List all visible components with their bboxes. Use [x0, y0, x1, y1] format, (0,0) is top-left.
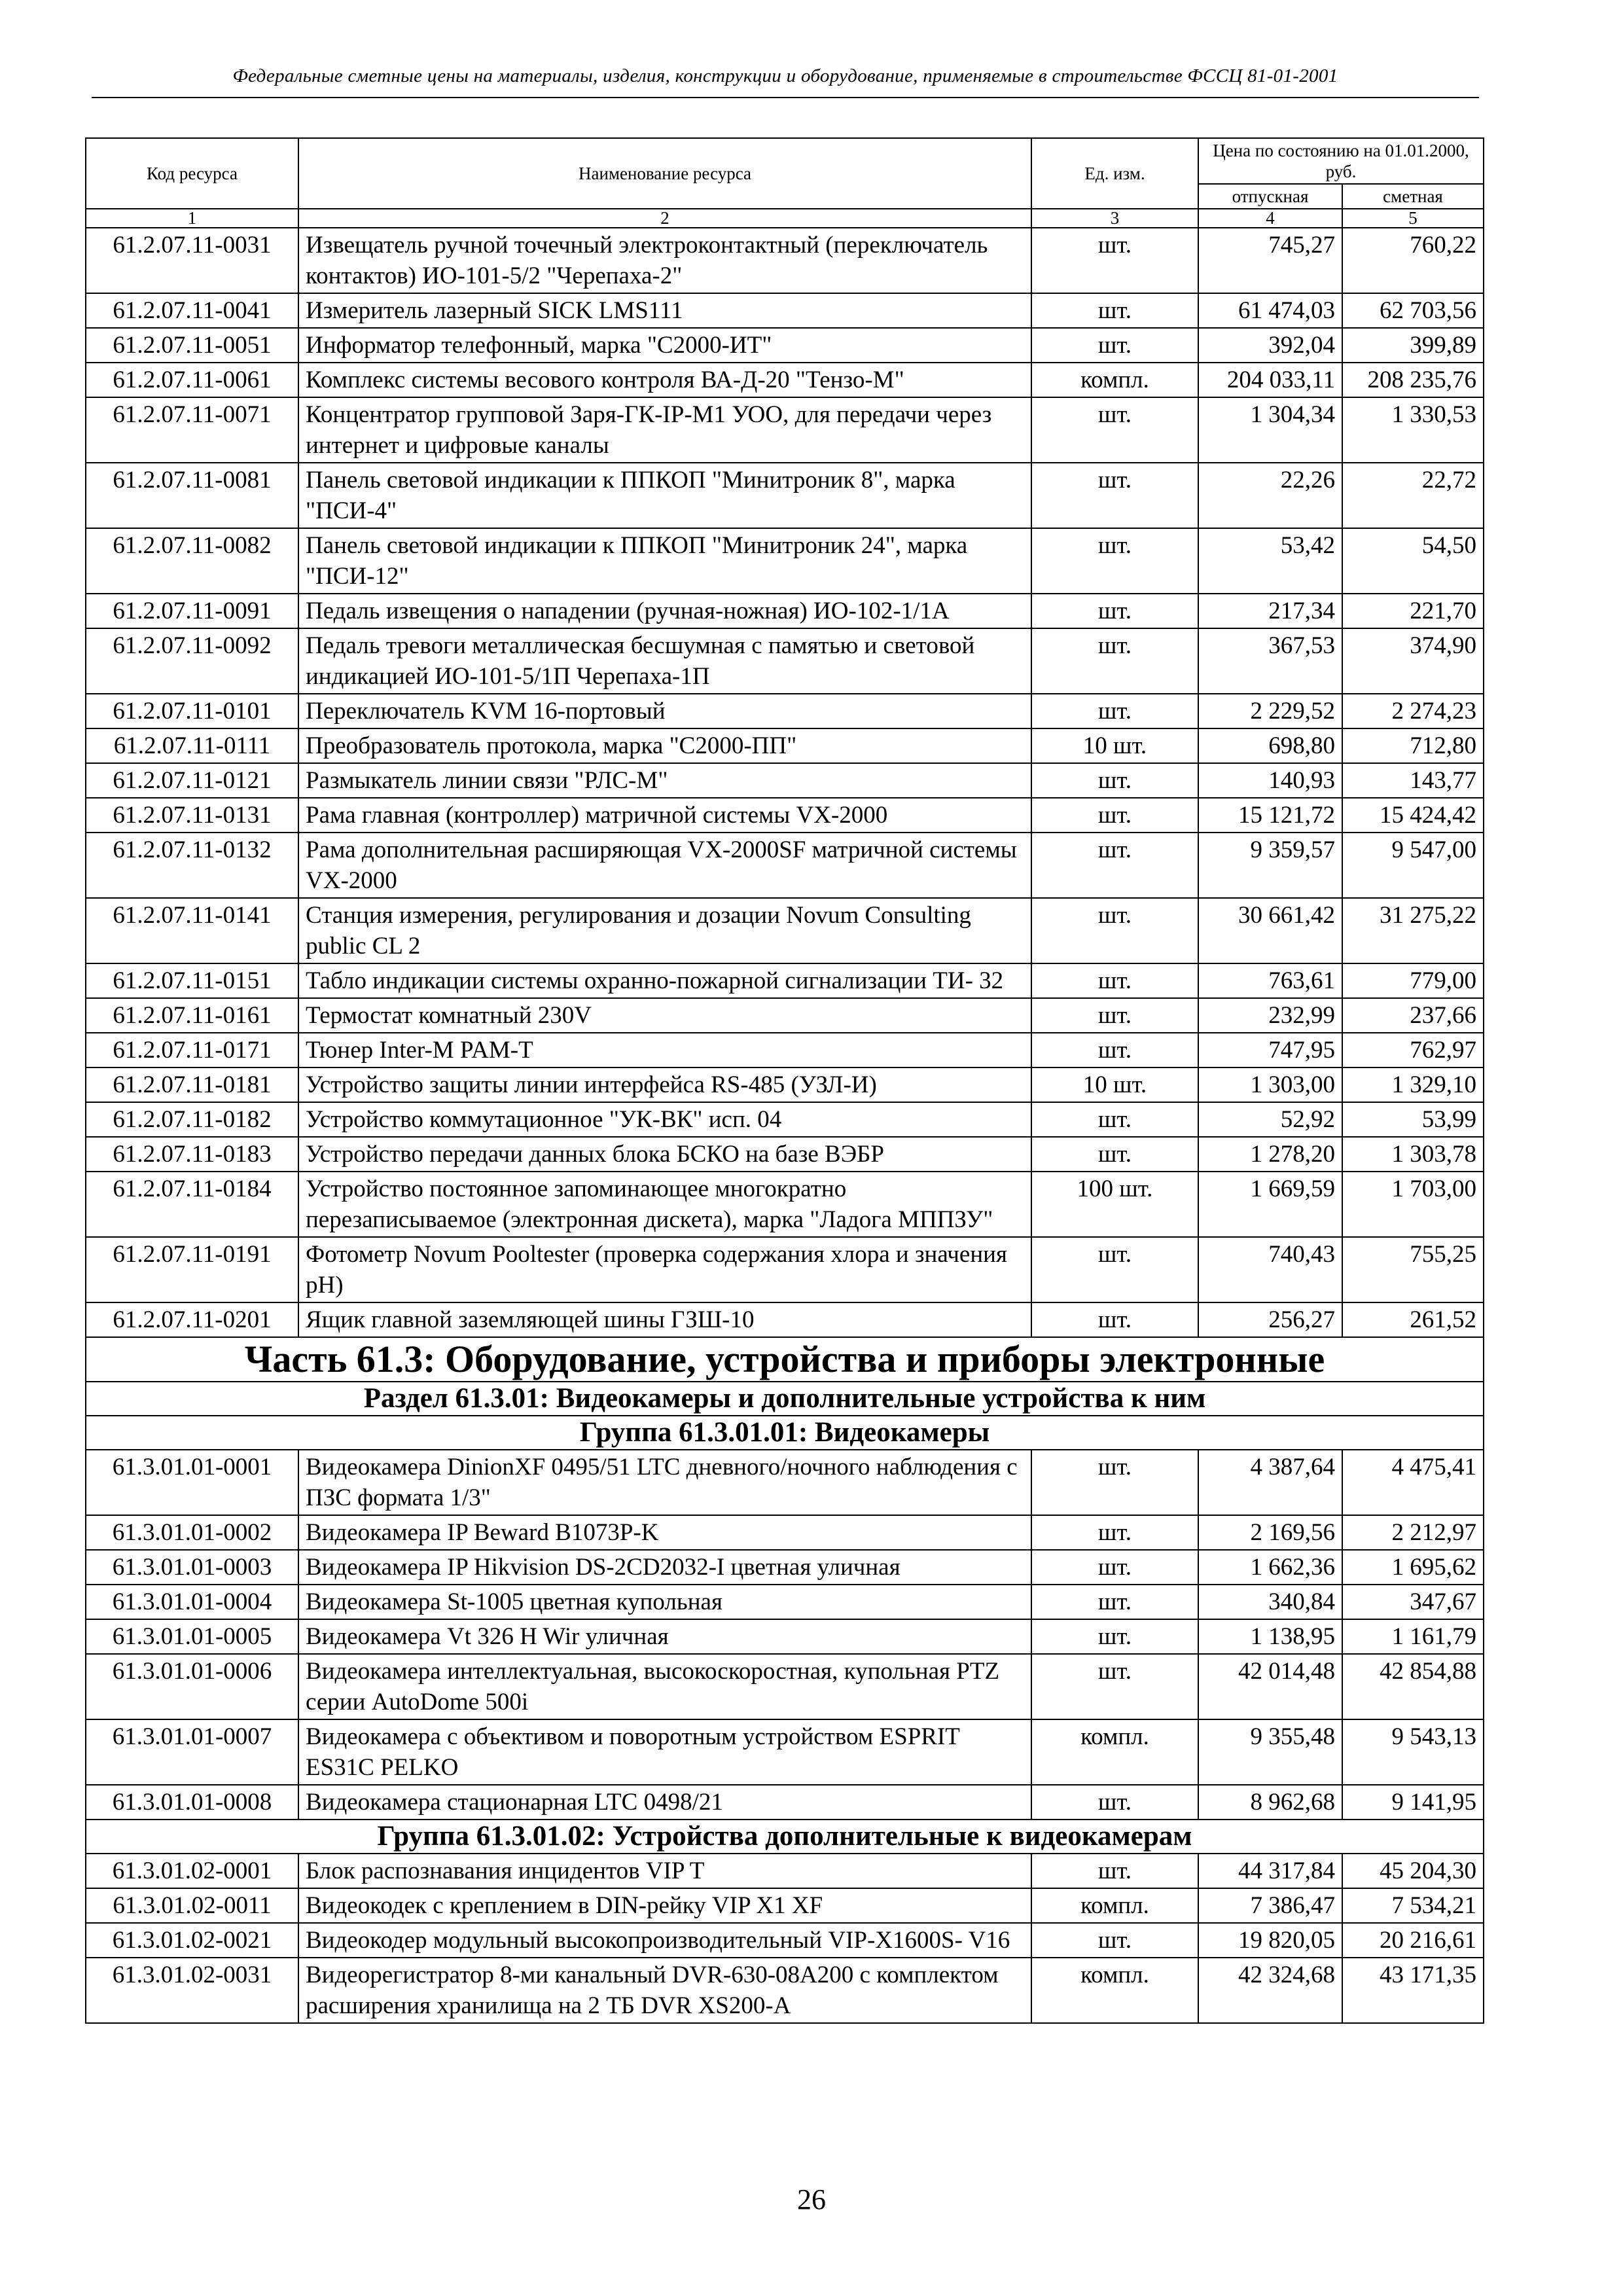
- table-row: [86, 1450, 1484, 1515]
- table-row: [86, 328, 1484, 363]
- resource-code: 61.2.07.11-0051: [86, 328, 298, 363]
- resource-unit: шт.: [1031, 463, 1198, 528]
- resource-unit: компл.: [1031, 363, 1198, 397]
- resource-code: 61.3.01.02-0011: [86, 1888, 298, 1923]
- resource-code: 61.2.07.11-0132: [86, 833, 298, 898]
- table-row: [86, 463, 1484, 528]
- resource-name: Видеорегистратор 8-ми канальный DVR-630-08A200 с комплектом расширения хранилища на 2 ТБ DVR XS200-A: [298, 1958, 1031, 2023]
- estimate-price: 143,77: [1342, 763, 1484, 798]
- resource-unit: шт.: [1031, 798, 1198, 833]
- resource-unit: компл.: [1031, 1719, 1198, 1785]
- resource-name: Станция измерения, регулирования и дозации Novum Consulting public CL 2: [298, 898, 1031, 963]
- release-price: 44 317,84: [1198, 1854, 1342, 1888]
- resource-unit: шт.: [1031, 1515, 1198, 1550]
- resource-name: Видеокодек с креплением в DIN-рейку VIP X1 XF: [298, 1888, 1031, 1923]
- page-header-title: Федеральные сметные цены на материалы, изделия, конструкции и оборудование, применяемые в строительстве ФССЦ 81-01-2001: [232, 65, 1338, 86]
- release-price: 256,27: [1198, 1302, 1342, 1337]
- release-price: 53,42: [1198, 528, 1342, 594]
- resource-unit: шт.: [1031, 1854, 1198, 1888]
- release-price: 30 661,42: [1198, 898, 1342, 963]
- group-heading: Группа 61.3.01.02: Устройства дополнительные к видеокамерам: [86, 1820, 1484, 1854]
- resource-code: 61.2.07.11-0082: [86, 528, 298, 594]
- estimate-price: 2 212,97: [1342, 1515, 1484, 1550]
- estimate-price: 42 854,88: [1342, 1654, 1484, 1719]
- estimate-price: 31 275,22: [1342, 898, 1484, 963]
- resource-unit: 10 шт.: [1031, 1067, 1198, 1102]
- resource-unit: шт.: [1031, 1237, 1198, 1302]
- resource-unit: шт.: [1031, 1785, 1198, 1820]
- resource-name: Устройство защиты линии интерфейса RS-485 (УЗЛ-И): [298, 1067, 1031, 1102]
- resource-code: 61.2.07.11-0191: [86, 1237, 298, 1302]
- release-price: 1 278,20: [1198, 1137, 1342, 1172]
- group-heading-row: [86, 1416, 1484, 1450]
- resource-unit: шт.: [1031, 1550, 1198, 1585]
- release-price: 15 121,72: [1198, 798, 1342, 833]
- resource-name: Педаль тревоги металлическая бесшумная с памятью и световой индикацией ИО-101-5/1П Черепаха-1П: [298, 628, 1031, 694]
- table-row: [86, 1033, 1484, 1067]
- estimate-price: 1 703,00: [1342, 1172, 1484, 1237]
- resource-name: Рама главная (контроллер) матричной системы VX-2000: [298, 798, 1031, 833]
- table-row: [86, 1102, 1484, 1137]
- resource-name: Устройство передачи данных блока БСКО на базе ВЭБР: [298, 1137, 1031, 1172]
- resource-unit: шт.: [1031, 1923, 1198, 1958]
- resource-code: 61.2.07.11-0071: [86, 397, 298, 463]
- release-price: 52,92: [1198, 1102, 1342, 1137]
- resource-name: Видеокамера Vt 326 H Wir уличная: [298, 1619, 1031, 1654]
- table-row: [86, 1137, 1484, 1172]
- resource-code: 61.2.07.11-0201: [86, 1302, 298, 1337]
- resource-name: Рама дополнительная расширяющая VX-2000SF матричной системы VX-2000: [298, 833, 1031, 898]
- resource-name: Информатор телефонный, марка "С2000-ИТ": [298, 328, 1031, 363]
- resource-name: Переключатель KVM 16-портовый: [298, 694, 1031, 728]
- resource-name: Извещатель ручной точечный электроконтактный (переключатель контактов) ИО-101-5/2 "Черепаха-2": [298, 228, 1031, 293]
- part-heading-row: [86, 1337, 1484, 1382]
- resource-name: Видеокамера IP Hikvision DS-2CD2032-I цветная уличная: [298, 1550, 1031, 1585]
- table-row: [86, 397, 1484, 463]
- estimate-price: 1 329,10: [1342, 1067, 1484, 1102]
- table-row: [86, 1854, 1484, 1888]
- release-price: 698,80: [1198, 728, 1342, 763]
- estimate-price: 399,89: [1342, 328, 1484, 363]
- resource-name: Устройство постоянное запоминающее многократно перезаписываемое (электронная дискета), марка "Ладога МППЗУ": [298, 1172, 1031, 1237]
- table-row: [86, 1785, 1484, 1820]
- header-code: Код ресурса: [86, 138, 298, 209]
- table-row: [86, 1302, 1484, 1337]
- resource-code: 61.2.07.11-0181: [86, 1067, 298, 1102]
- resource-unit: шт.: [1031, 1619, 1198, 1654]
- header-name: Наименование ресурса: [298, 138, 1031, 209]
- header-release-price: отпускная: [1198, 184, 1342, 209]
- resource-code: 61.2.07.11-0041: [86, 293, 298, 328]
- table-row: [86, 728, 1484, 763]
- resource-unit: шт.: [1031, 293, 1198, 328]
- release-price: 340,84: [1198, 1585, 1342, 1619]
- estimate-price: 45 204,30: [1342, 1854, 1484, 1888]
- table-row: [86, 1585, 1484, 1619]
- table-row: [86, 1888, 1484, 1923]
- table-row: [86, 798, 1484, 833]
- table-row: [86, 628, 1484, 694]
- release-price: 7 386,47: [1198, 1888, 1342, 1923]
- resource-code: 61.2.07.11-0101: [86, 694, 298, 728]
- resource-code: 61.3.01.02-0031: [86, 1958, 298, 2023]
- price-table: [85, 137, 1484, 2024]
- header-estimate-price: сметная: [1342, 184, 1484, 209]
- resource-code: 61.3.01.01-0004: [86, 1585, 298, 1619]
- page-number: 26: [797, 2183, 826, 2215]
- resource-unit: шт.: [1031, 528, 1198, 594]
- resource-unit: шт.: [1031, 694, 1198, 728]
- resource-code: 61.3.01.01-0007: [86, 1719, 298, 1785]
- resource-unit: шт.: [1031, 328, 1198, 363]
- release-price: 42 324,68: [1198, 1958, 1342, 2023]
- resource-name: Табло индикации системы охранно-пожарной сигнализации ТИ- 32: [298, 963, 1031, 998]
- release-price: 740,43: [1198, 1237, 1342, 1302]
- table-row: [86, 1719, 1484, 1785]
- resource-code: 61.3.01.02-0021: [86, 1923, 298, 1958]
- section-heading-row: [86, 1382, 1484, 1416]
- table-row: [86, 528, 1484, 594]
- estimate-price: 1 695,62: [1342, 1550, 1484, 1585]
- column-number: 1: [86, 209, 298, 228]
- resource-name: Преобразователь протокола, марка "С2000-ПП": [298, 728, 1031, 763]
- table-row: [86, 1237, 1484, 1302]
- resource-code: 61.2.07.11-0184: [86, 1172, 298, 1237]
- resource-unit: шт.: [1031, 1137, 1198, 1172]
- resource-name: Термостат комнатный 230V: [298, 998, 1031, 1033]
- table-row: [86, 763, 1484, 798]
- release-price: 4 387,64: [1198, 1450, 1342, 1515]
- resource-code: 61.3.01.01-0003: [86, 1550, 298, 1585]
- release-price: 1 669,59: [1198, 1172, 1342, 1237]
- resource-code: 61.2.07.11-0131: [86, 798, 298, 833]
- resource-code: 61.3.01.02-0001: [86, 1854, 298, 1888]
- table-row: [86, 1067, 1484, 1102]
- resource-code: 61.2.07.11-0091: [86, 594, 298, 628]
- estimate-price: 208 235,76: [1342, 363, 1484, 397]
- resource-unit: шт.: [1031, 1585, 1198, 1619]
- release-price: 763,61: [1198, 963, 1342, 998]
- resource-unit: шт.: [1031, 628, 1198, 694]
- table-row: [86, 363, 1484, 397]
- resource-unit: 100 шт.: [1031, 1172, 1198, 1237]
- estimate-price: 779,00: [1342, 963, 1484, 998]
- table-row: [86, 293, 1484, 328]
- estimate-price: 762,97: [1342, 1033, 1484, 1067]
- estimate-price: 221,70: [1342, 594, 1484, 628]
- resource-name: Комплекс системы весового контроля ВА-Д-20 "Тензо-М": [298, 363, 1031, 397]
- table-row: [86, 1550, 1484, 1585]
- resource-name: Размыкатель линии связи "РЛС-М": [298, 763, 1031, 798]
- header-price-group: Цена по состоянию на 01.01.2000, руб.: [1198, 138, 1484, 184]
- resource-code: 61.2.07.11-0121: [86, 763, 298, 798]
- resource-unit: 10 шт.: [1031, 728, 1198, 763]
- release-price: 22,26: [1198, 463, 1342, 528]
- resource-code: 61.2.07.11-0031: [86, 228, 298, 293]
- resource-code: 61.2.07.11-0092: [86, 628, 298, 694]
- estimate-price: 54,50: [1342, 528, 1484, 594]
- estimate-price: 1 330,53: [1342, 397, 1484, 463]
- resource-name: Панель световой индикации к ППКОП "Минитроник 8", марка "ПСИ-4": [298, 463, 1031, 528]
- table-row: [86, 1923, 1484, 1958]
- release-price: 745,27: [1198, 228, 1342, 293]
- group-heading: Группа 61.3.01.01: Видеокамеры: [86, 1416, 1484, 1450]
- estimate-price: 261,52: [1342, 1302, 1484, 1337]
- release-price: 1 303,00: [1198, 1067, 1342, 1102]
- resource-code: 61.2.07.11-0183: [86, 1137, 298, 1172]
- estimate-price: 237,66: [1342, 998, 1484, 1033]
- resource-unit: шт.: [1031, 1654, 1198, 1719]
- resource-code: 61.3.01.01-0001: [86, 1450, 298, 1515]
- release-price: 217,34: [1198, 594, 1342, 628]
- estimate-price: 7 534,21: [1342, 1888, 1484, 1923]
- section-heading: Раздел 61.3.01: Видеокамеры и дополнительные устройства к ним: [86, 1382, 1484, 1416]
- table-row: [86, 998, 1484, 1033]
- column-number: 3: [1031, 209, 1198, 228]
- resource-name: Ящик главной заземляющей шины ГЗШ-10: [298, 1302, 1031, 1337]
- table-row: [86, 898, 1484, 963]
- table-row: [86, 694, 1484, 728]
- resource-unit: шт.: [1031, 1102, 1198, 1137]
- table-row: [86, 1958, 1484, 2023]
- estimate-price: 43 171,35: [1342, 1958, 1484, 2023]
- estimate-price: 760,22: [1342, 228, 1484, 293]
- estimate-price: 9 547,00: [1342, 833, 1484, 898]
- resource-code: 61.3.01.01-0005: [86, 1619, 298, 1654]
- release-price: 8 962,68: [1198, 1785, 1342, 1820]
- table-row: [86, 963, 1484, 998]
- table-row: [86, 1654, 1484, 1719]
- resource-name: Видеокамера стационарная LTC 0498/21: [298, 1785, 1031, 1820]
- resource-unit: шт.: [1031, 397, 1198, 463]
- release-price: 1 304,34: [1198, 397, 1342, 463]
- table-row: [86, 833, 1484, 898]
- resource-name: Блок распознавания инцидентов VIP T: [298, 1854, 1031, 1888]
- resource-unit: шт.: [1031, 898, 1198, 963]
- resource-code: 61.2.07.11-0081: [86, 463, 298, 528]
- column-number: 4: [1198, 209, 1342, 228]
- release-price: 19 820,05: [1198, 1923, 1342, 1958]
- resource-name: Видеокамера интеллектуальная, высокоскоростная, купольная PTZ серии AutoDome 500i: [298, 1654, 1031, 1719]
- resource-unit: шт.: [1031, 833, 1198, 898]
- table-row: [86, 228, 1484, 293]
- resource-code: 61.3.01.01-0008: [86, 1785, 298, 1820]
- resource-unit: шт.: [1031, 998, 1198, 1033]
- resource-code: 61.2.07.11-0061: [86, 363, 298, 397]
- estimate-price: 62 703,56: [1342, 293, 1484, 328]
- release-price: 61 474,03: [1198, 293, 1342, 328]
- estimate-price: 755,25: [1342, 1237, 1484, 1302]
- column-number: 5: [1342, 209, 1484, 228]
- resource-unit: шт.: [1031, 963, 1198, 998]
- table-row: [86, 594, 1484, 628]
- release-price: 1 138,95: [1198, 1619, 1342, 1654]
- release-price: 1 662,36: [1198, 1550, 1342, 1585]
- resource-name: Тюнер Inter-M PAM-T: [298, 1033, 1031, 1067]
- resource-name: Устройство коммутационное "УК-ВК" исп. 04: [298, 1102, 1031, 1137]
- resource-unit: шт.: [1031, 228, 1198, 293]
- resource-name: Концентратор групповой Заря-ГК-IP-M1 УОО, для передачи через интернет и цифровые каналы: [298, 397, 1031, 463]
- group-heading-row: [86, 1820, 1484, 1854]
- header-divider: [92, 97, 1479, 98]
- resource-name: Видеокамера с объективом и поворотным устройством ESPRIT ES31C PELKO: [298, 1719, 1031, 1785]
- release-price: 2 169,56: [1198, 1515, 1342, 1550]
- resource-name: Фотометр Novum Pooltester (проверка содержания хлора и значения pH): [298, 1237, 1031, 1302]
- resource-name: Видеокамера IP Beward B1073P-K: [298, 1515, 1031, 1550]
- estimate-price: 1 303,78: [1342, 1137, 1484, 1172]
- resource-code: 61.2.07.11-0182: [86, 1102, 298, 1137]
- release-price: 2 229,52: [1198, 694, 1342, 728]
- release-price: 232,99: [1198, 998, 1342, 1033]
- table-body: [86, 228, 1484, 2023]
- table-row: [86, 1172, 1484, 1237]
- release-price: 747,95: [1198, 1033, 1342, 1067]
- resource-unit: шт.: [1031, 1302, 1198, 1337]
- table-row: [86, 1515, 1484, 1550]
- release-price: 9 359,57: [1198, 833, 1342, 898]
- resource-code: 61.2.07.11-0171: [86, 1033, 298, 1067]
- estimate-price: 22,72: [1342, 463, 1484, 528]
- estimate-price: 9 141,95: [1342, 1785, 1484, 1820]
- estimate-price: 15 424,42: [1342, 798, 1484, 833]
- estimate-price: 712,80: [1342, 728, 1484, 763]
- estimate-price: 1 161,79: [1342, 1619, 1484, 1654]
- estimate-price: 2 274,23: [1342, 694, 1484, 728]
- estimate-price: 20 216,61: [1342, 1923, 1484, 1958]
- resource-unit: шт.: [1031, 1450, 1198, 1515]
- resource-name: Видеокодер модульный высокопроизводительный VIP-X1600S- V16: [298, 1923, 1031, 1958]
- resource-code: 61.2.07.11-0141: [86, 898, 298, 963]
- resource-name: Измеритель лазерный SICK LMS111: [298, 293, 1031, 328]
- release-price: 392,04: [1198, 328, 1342, 363]
- resource-name: Видеокамера DinionXF 0495/51 LTC дневного/ночного наблюдения с ПЗС формата 1/3": [298, 1450, 1031, 1515]
- resource-unit: шт.: [1031, 594, 1198, 628]
- release-price: 204 033,11: [1198, 363, 1342, 397]
- table-row: [86, 1619, 1484, 1654]
- estimate-price: 4 475,41: [1342, 1450, 1484, 1515]
- resource-code: 61.2.07.11-0111: [86, 728, 298, 763]
- resource-code: 61.3.01.01-0002: [86, 1515, 298, 1550]
- release-price: 367,53: [1198, 628, 1342, 694]
- column-number: 2: [298, 209, 1031, 228]
- resource-unit: компл.: [1031, 1888, 1198, 1923]
- release-price: 140,93: [1198, 763, 1342, 798]
- part-heading: Часть 61.3: Оборудование, устройства и приборы электронные: [86, 1337, 1484, 1382]
- resource-name: Педаль извещения о нападении (ручная-ножная) ИО-102-1/1А: [298, 594, 1031, 628]
- resource-unit: шт.: [1031, 1033, 1198, 1067]
- resource-unit: компл.: [1031, 1958, 1198, 2023]
- resource-code: 61.2.07.11-0151: [86, 963, 298, 998]
- resource-code: 61.2.07.11-0161: [86, 998, 298, 1033]
- header-unit: Ед. изм.: [1031, 138, 1198, 209]
- release-price: 42 014,48: [1198, 1654, 1342, 1719]
- resource-name: Панель световой индикации к ППКОП "Минитроник 24", марка "ПСИ-12": [298, 528, 1031, 594]
- estimate-price: 347,67: [1342, 1585, 1484, 1619]
- estimate-price: 53,99: [1342, 1102, 1484, 1137]
- release-price: 9 355,48: [1198, 1719, 1342, 1785]
- resource-name: Видеокамера St-1005 цветная купольная: [298, 1585, 1031, 1619]
- resource-unit: шт.: [1031, 763, 1198, 798]
- resource-code: 61.3.01.01-0006: [86, 1654, 298, 1719]
- estimate-price: 374,90: [1342, 628, 1484, 694]
- estimate-price: 9 543,13: [1342, 1719, 1484, 1785]
